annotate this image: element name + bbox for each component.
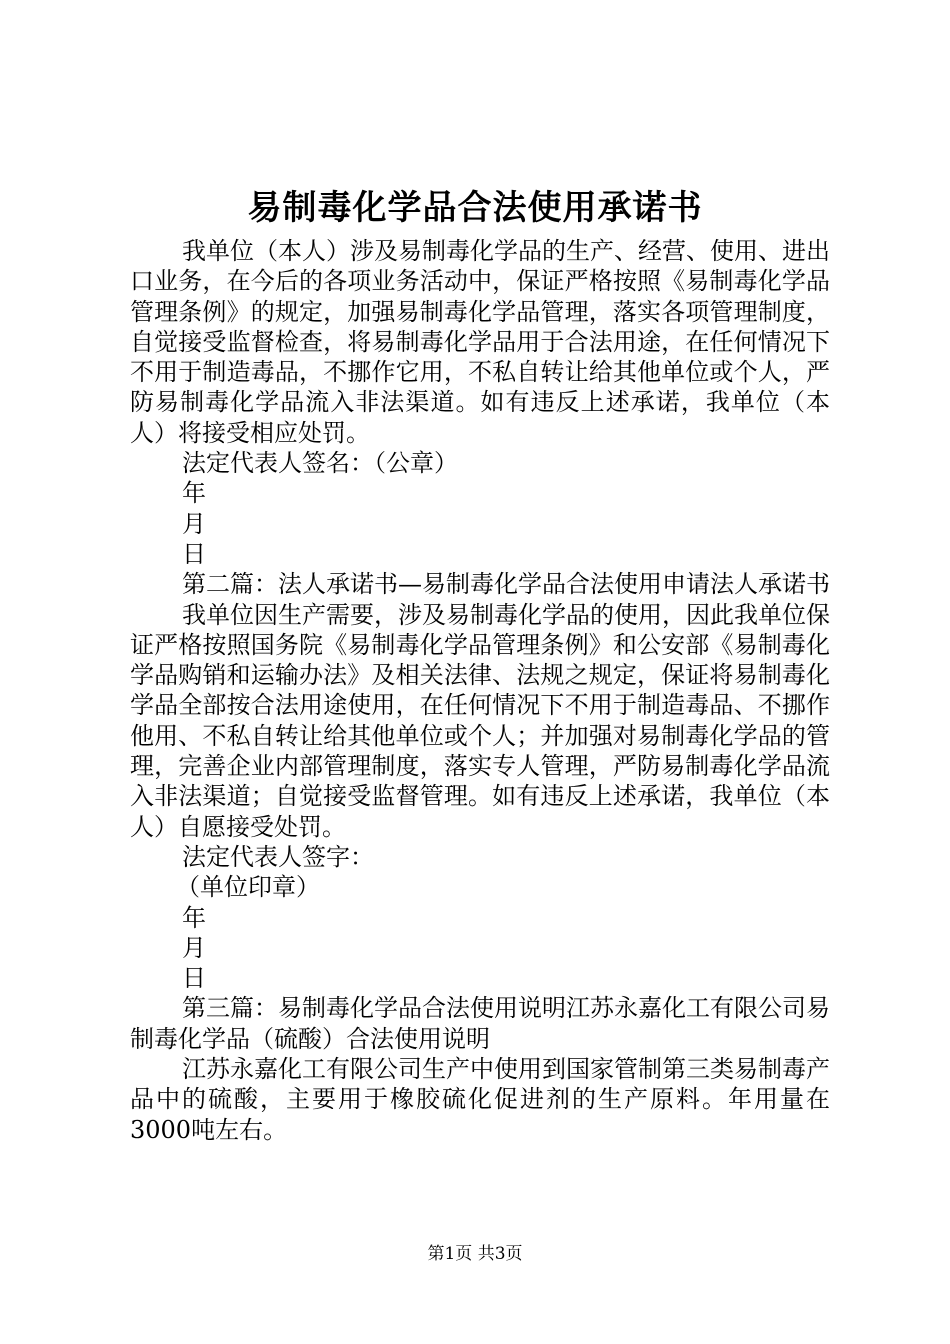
section1-month: 月 [182,509,206,538]
section2-seal-line: （单位印章） [176,873,320,902]
section1-year: 年 [182,479,206,508]
document-body [130,236,830,1145]
section2-month: 月 [182,933,206,962]
section2-paragraph: 我单位因生产需要，涉及易制毒化学品的使用，因此我单位保证严格按照国务院《易制毒化学品管理条例》和公安部《易制毒化学品购销和运输办法》及相关法律、法规之规定，保证将易制毒化学品全部按合法用途使用，在任何情况下不用于制造毒品、不挪作他用、不私自转让给其他单位或个人；并加强对易制毒化学品的管理，完善企业内部管理制度，落实专人管理，严防易制毒化学品流入非法渠道；自觉接受监督管理。如有违反上述承诺，我单位（本人）自愿接受处罚。 [130,600,830,841]
section3-paragraph: 江苏永嘉化工有限公司生产中使用到国家管制第三类易制毒产品中的硫酸，主要用于橡胶硫化促进剂的生产原料。年用量在3000吨左右。 [130,1055,830,1144]
document-title: 易制毒化学品合法使用承诺书 [247,188,703,228]
section3-heading: 第三篇：易制毒化学品合法使用说明江苏永嘉化工有限公司易制毒化学品（硫酸）合法使用说明 [130,994,830,1053]
section1-day: 日 [182,539,206,568]
section2-heading: 第二篇：法人承诺书—易制毒化学品合法使用申请法人承诺书 [182,570,830,599]
section1-paragraph: 我单位（本人）涉及易制毒化学品的生产、经营、使用、进出口业务，在今后的各项业务活动中，保证严格按照《易制毒化学品管理条例》的规定，加强易制毒化学品管理，落实各项管理制度，自觉接受监督检查，将易制毒化学品用于合法用途，在任何情况下不用于制造毒品，不挪作它用，不私自转让给其他单位或个人，严防易制毒化学品流入非法渠道。如有违反上述承诺，我单位（本人）将接受相应处罚。 [130,237,830,447]
section2-day: 日 [182,964,206,993]
page-indicator: 第1页 共3页 [427,1244,523,1264]
section1-signature-line: 法定代表人签名：（公章） [182,449,458,478]
section2-year: 年 [182,903,206,932]
section2-signature-line: 法定代表人签字： [182,842,374,871]
